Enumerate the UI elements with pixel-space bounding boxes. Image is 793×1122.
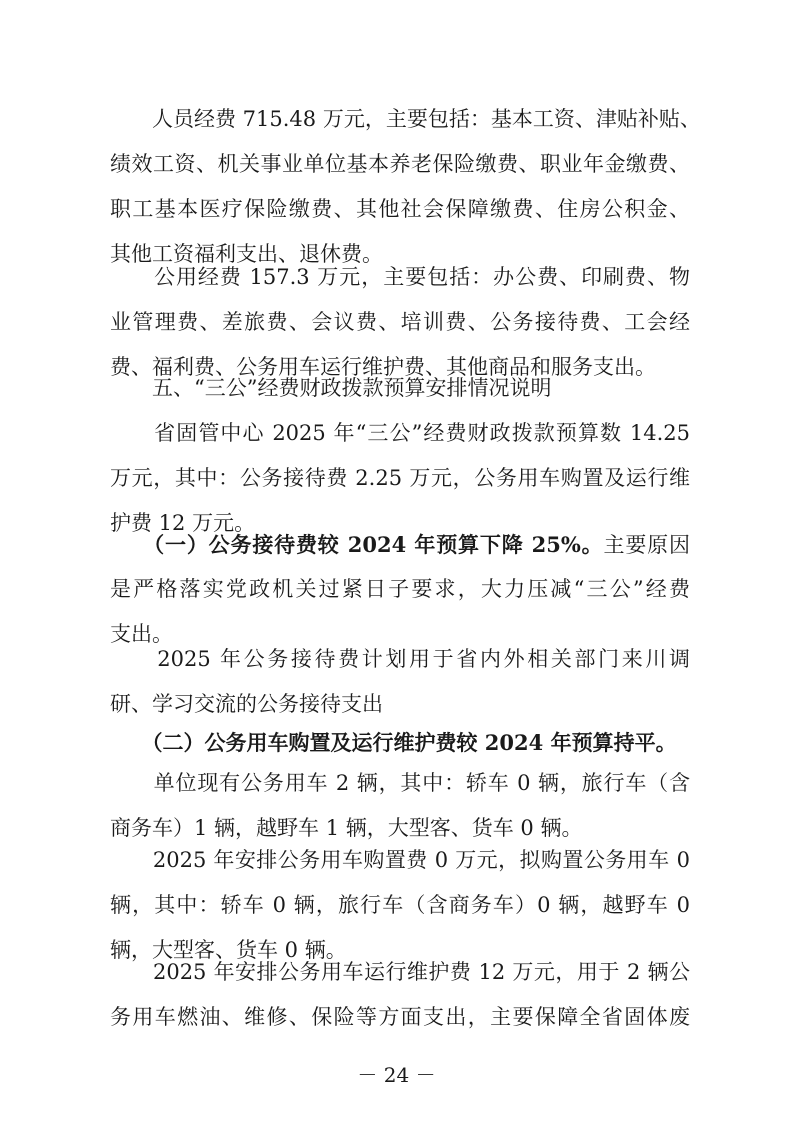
paragraph-personnel-expenses: [110, 97, 701, 277]
text-line: 业管理费、差旅费、会议费、培训费、公务接待费、工会经: [110, 310, 690, 334]
text-line: 是严格落实党政机关过紧日子要求，大力压减“三公”经费: [110, 577, 690, 601]
text-line: 2025 年安排公务用车运行维护费 12 万元，用于 2 辆公: [110, 960, 690, 984]
text-line: 2025 年安排公务用车购置费 0 万元，拟购置公务用车 0: [110, 848, 690, 872]
text-line: 护费 12 万元。: [110, 511, 256, 535]
text-line: 费、福利费、公务用车运行维护费、其他商品和服务支出。: [110, 355, 656, 379]
text-line: 职工基本医疗保险缴费、其他社会保障缴费、住房公积金、: [110, 197, 690, 221]
vehicle-heading: [110, 720, 690, 765]
page-number: － 24 －: [357, 1063, 436, 1087]
text-line: 辆，其中：轿车 0 辆，旅行车（含商务车）0 辆，越野车 0: [110, 893, 690, 917]
paragraph-reception-plan: [110, 637, 690, 727]
text-line: 人员经费 715.48 万元，主要包括：基本工资、津贴补贴、: [110, 107, 701, 131]
text-line: 研、学习交流的公务接待支出: [110, 692, 383, 716]
text-line: 公用经费 157.3 万元，主要包括：办公费、印刷费、物: [110, 265, 690, 289]
text-line: 辆，大型客、货车 0 辆。: [110, 938, 347, 962]
section-heading-text: （二）公务用车购置及运行维护费较 2024 年预算持平。: [110, 730, 677, 755]
bold-lead: （一）公务接待费较 2024 年预算下降 25%。: [110, 532, 604, 557]
paragraph-vehicle-maintenance: [110, 950, 690, 1040]
text-line: 其他工资福利支出、退休费。: [110, 242, 383, 266]
text-line: 绩效工资、机关事业单位基本养老保险缴费、职业年金缴费、: [110, 152, 690, 176]
text-line: （一）公务接待费较 2024 年预算下降 25%。主要原因: [110, 532, 691, 557]
text-line: 万元，其中：公务接待费 2.25 万元，公务用车购置及运行维: [110, 466, 690, 490]
section-five-heading: [110, 366, 690, 411]
text-line: 商务车）1 辆，越野车 1 辆，大型客、货车 0 辆。: [110, 816, 583, 840]
text-line: 务用车燃油、维修、保险等方面支出，主要保障全省固体废: [110, 1005, 690, 1029]
text-line: 单位现有公务用车 2 辆，其中：轿车 0 辆，旅行车（含: [110, 771, 690, 795]
text-line: 支出。: [110, 622, 173, 646]
section-heading-text: 五、“三公”经费财政拨款预算安排情况说明: [110, 376, 552, 400]
text-line: 2025 年公务接待费计划用于省内外相关部门来川调: [110, 647, 690, 671]
text-line: 省固管中心 2025 年“三公”经费财政拨款预算数 14.25: [110, 421, 690, 445]
